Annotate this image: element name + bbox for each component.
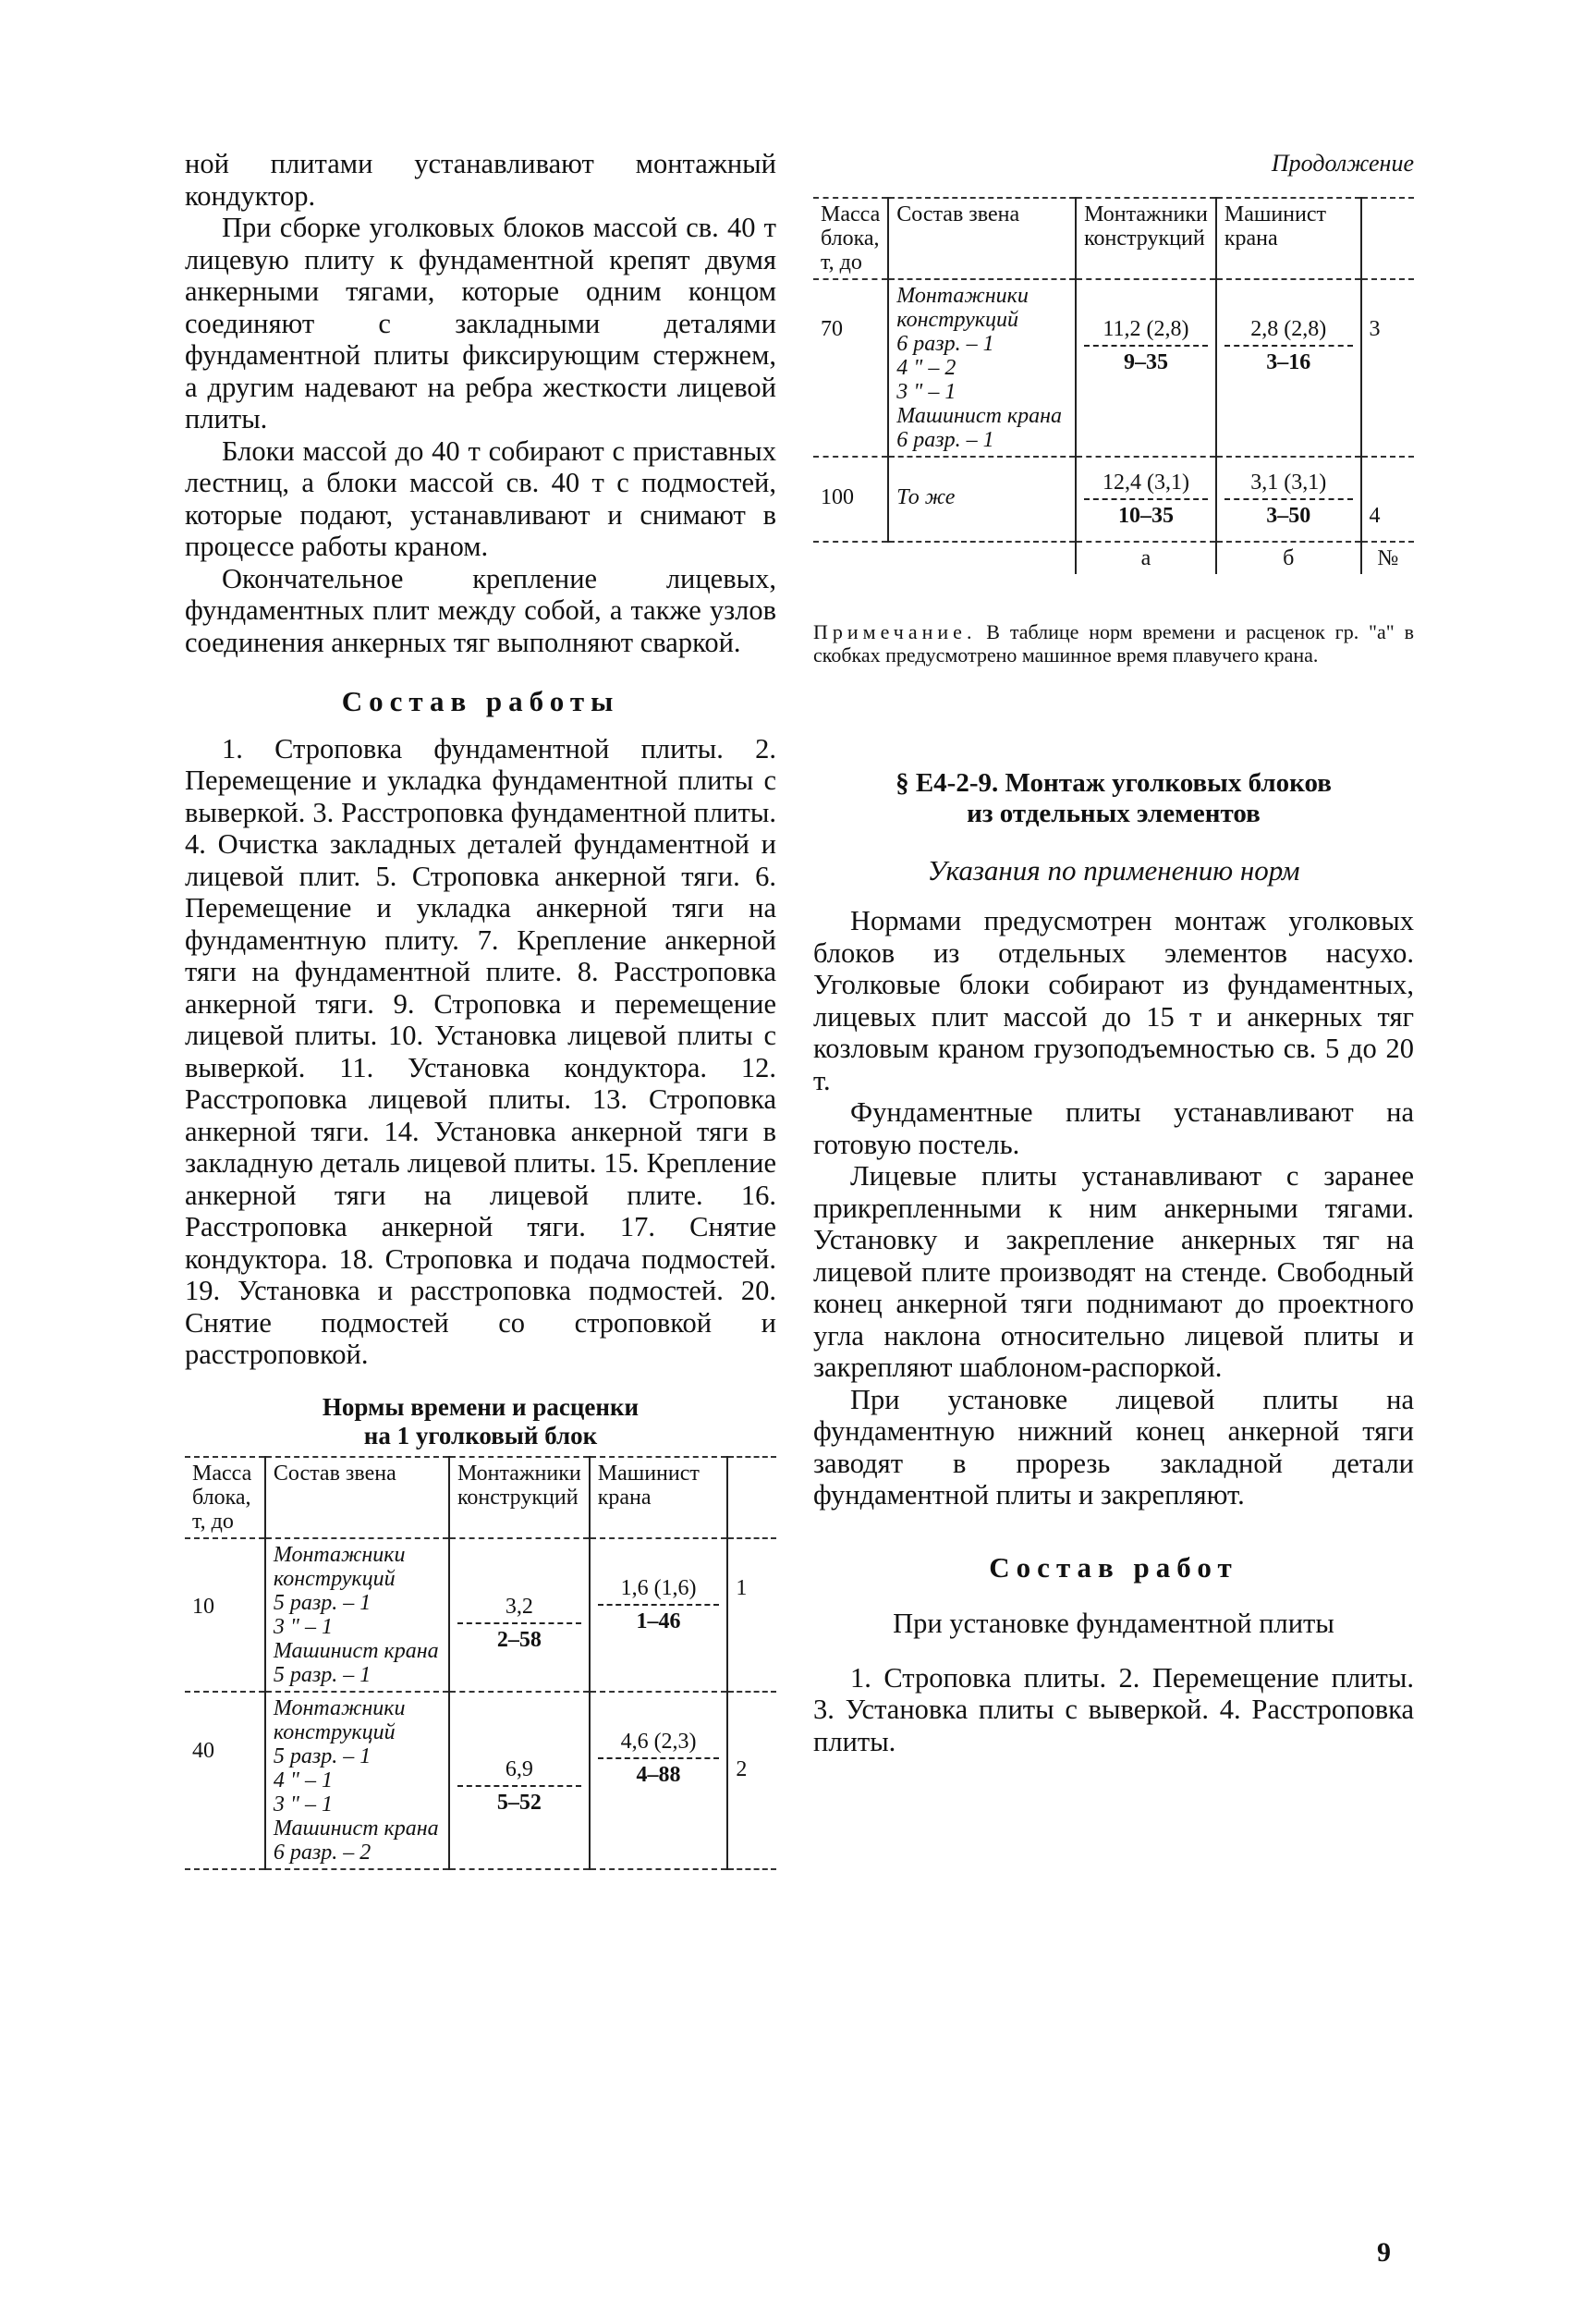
table-row	[185, 1692, 776, 1869]
section-heading: Состав работ	[989, 1550, 1238, 1584]
paragraph: Нормами предусмотрен монтаж уголковых блоков из отдельных элементов насухо. Уголковые блоки собирают из фундаментных, лицевых плит массой до 15 т и анкерных тяг козловым краном грузоподъемностью св. 5 до 20 т.	[813, 905, 1414, 1096]
table-row	[813, 279, 1414, 457]
row-mass: 70	[813, 279, 888, 457]
section-title-cont: из отдельных элементов	[967, 798, 1261, 828]
paragraph: ной плитами устанавливают монтажный кондуктор.	[185, 148, 776, 212]
norms-table-continued	[813, 197, 1414, 574]
work-list: 1. Строповка фундаментной плиты. 2. Перемещение и укладка фундаментной плиты с выверкой. 3. Расстроповка фундаментной плиты. 4. Очистка закладных деталей фундаментной и лицевой плит. 5. Строповка анкерной тяги. 6. Перемещение и укладка анкерной тяги на фундаментную плиту. 7. Крепление анкерной тяги на фундаментной плите. 8. Расстроповка анкерной тяги. 9. Строповка и перемещение лицевой плиты. 10. Установка лицевой плиты с выверкой. 11. Установка кондуктора. 12. Расстроповка лицевой плиты. 13. Строповка анкерной тяги. 14. Установка анкерной тяги в закладную деталь лицевой плиты. 15. Крепление анкерной тяги на лицевой плите. 16. Расстроповка анкерной тяги. 17. Снятие кондуктора. 18. Строповка и подача подмостей. 19. Установка и расстроповка подмостей. 20. Снятие подмостей со строповкой и расстроповкой.	[185, 732, 776, 1370]
right-column	[813, 148, 1414, 1757]
header-crew: Состав звена	[888, 198, 1076, 279]
row-crew: Монтажники конструкций 5 разр. – 1 3 " – 1 Машинист крана 5 разр. – 1	[265, 1538, 449, 1692]
row-mounters-value: 6,9 5–52	[449, 1692, 590, 1869]
row-mass: 100	[813, 457, 888, 542]
column-a-label: а	[1076, 542, 1216, 574]
table-header-row	[813, 198, 1414, 279]
row-number: 4	[1361, 457, 1414, 542]
paragraph: Блоки массой до 40 т собирают с приставных лестниц, а блоки массой св. 40 т с подмостей, которые подают, устанавливают и снимают в процессе работы краном.	[185, 434, 776, 562]
header-crane-operator: Машинист крана	[590, 1457, 728, 1538]
table-title: Нормы времени и расценки	[322, 1392, 640, 1421]
row-crew: То же	[888, 457, 1076, 542]
norms-table	[185, 1456, 776, 1870]
paragraph: При сборке уголковых блоков массой св. 40 т лицевую плиту к фундаментной крепят двумя анкерными тягами, которые одним концом соединяют с закладными деталями фундаментной плиты фиксирующим стержнем, а другим надевают на ребра жесткости лицевой плиты.	[185, 212, 776, 434]
row-mounters-value: 12,4 (3,1) 10–35	[1076, 457, 1216, 542]
header-crane-operator: Машинист крана	[1216, 198, 1361, 279]
note-lead: Примечание.	[813, 619, 977, 643]
column-b-label: б	[1216, 542, 1361, 574]
table-header-row	[185, 1457, 776, 1538]
page-number: 9	[1377, 2237, 1391, 2268]
subheading: При установке фундаментной плиты	[893, 1608, 1334, 1639]
row-crew: Монтажники конструкций 6 разр. – 1 4 " – 2 3 " – 1 Машинист крана 6 разр. – 1	[888, 279, 1076, 457]
row-crane-value: 3,1 (3,1) 3–50	[1216, 457, 1361, 542]
header-mass: Масса блока, т, до	[185, 1457, 265, 1538]
row-number: 1	[727, 1538, 776, 1692]
table-row	[185, 1538, 776, 1692]
row-mounters-value: 11,2 (2,8) 9–35	[1076, 279, 1216, 457]
paragraph: Фундаментные плиты устанавливают на готовую постель.	[813, 1096, 1414, 1160]
header-mounters: Монтажники конструкций	[1076, 198, 1216, 279]
paragraph: Окончательное крепление лицевых, фундаментных плит между собой, а также узлов соединения анкерных тяг выполняют сваркой.	[185, 562, 776, 658]
header-crew: Состав звена	[265, 1457, 449, 1538]
row-crane-value: 1,6 (1,6) 1–46	[590, 1538, 728, 1692]
paragraph: Лицевые плиты устанавливают с заранее прикрепленными к ним анкерными тягами. Установку и закрепление анкерных тяг на лицевой плите производят на стенде. Свободный конец анкерной тяги поднимают до проектного угла наклона относительно лицевой плиты и закрепляют шаблоном-распоркой.	[813, 1160, 1414, 1383]
row-mass: 10	[185, 1538, 265, 1692]
work-list: 1. Строповка плиты. 2. Перемещение плиты. 3. Установка плиты с выверкой. 4. Расстроповка плиты.	[813, 1661, 1414, 1757]
row-number: 2	[727, 1692, 776, 1869]
section-title: § Е4-2-9. Монтаж уголковых блоков	[895, 767, 1332, 798]
table-note	[813, 620, 1414, 667]
note-text: В таблице норм времени и расценок гр. "а" в скобках предусмотрено машинное время плавучего крана.	[813, 619, 1414, 667]
row-mass: 40	[185, 1692, 265, 1869]
table-row	[813, 457, 1414, 542]
column-number-label: №	[1361, 542, 1414, 574]
row-crane-value: 4,6 (2,3) 4–88	[590, 1692, 728, 1869]
row-crane-value: 2,8 (2,8) 3–16	[1216, 279, 1361, 457]
row-crew: Монтажники конструкций 5 разр. – 1 4 " – 1 3 " – 1 Машинист крана 6 разр. – 2	[265, 1692, 449, 1869]
row-number: 3	[1361, 279, 1414, 457]
section-heading: Состав работы	[341, 685, 620, 717]
guidance-heading: Указания по применению норм	[927, 853, 1300, 887]
header-mounters: Монтажники конструкций	[449, 1457, 590, 1538]
paragraph: При установке лицевой плиты на фундаментную нижний конец анкерной тяги заводят в прорезь закладной детали фундаментной плиты и закрепляют.	[813, 1383, 1414, 1511]
left-column	[185, 148, 776, 1870]
row-mounters-value: 3,2 2–58	[449, 1538, 590, 1692]
table-footer-row	[813, 542, 1414, 574]
table-subtitle: на 1 уголковый блок	[363, 1421, 598, 1450]
header-mass: Масса блока, т, до	[813, 198, 888, 279]
continuation-label: Продолжение	[1271, 150, 1414, 177]
